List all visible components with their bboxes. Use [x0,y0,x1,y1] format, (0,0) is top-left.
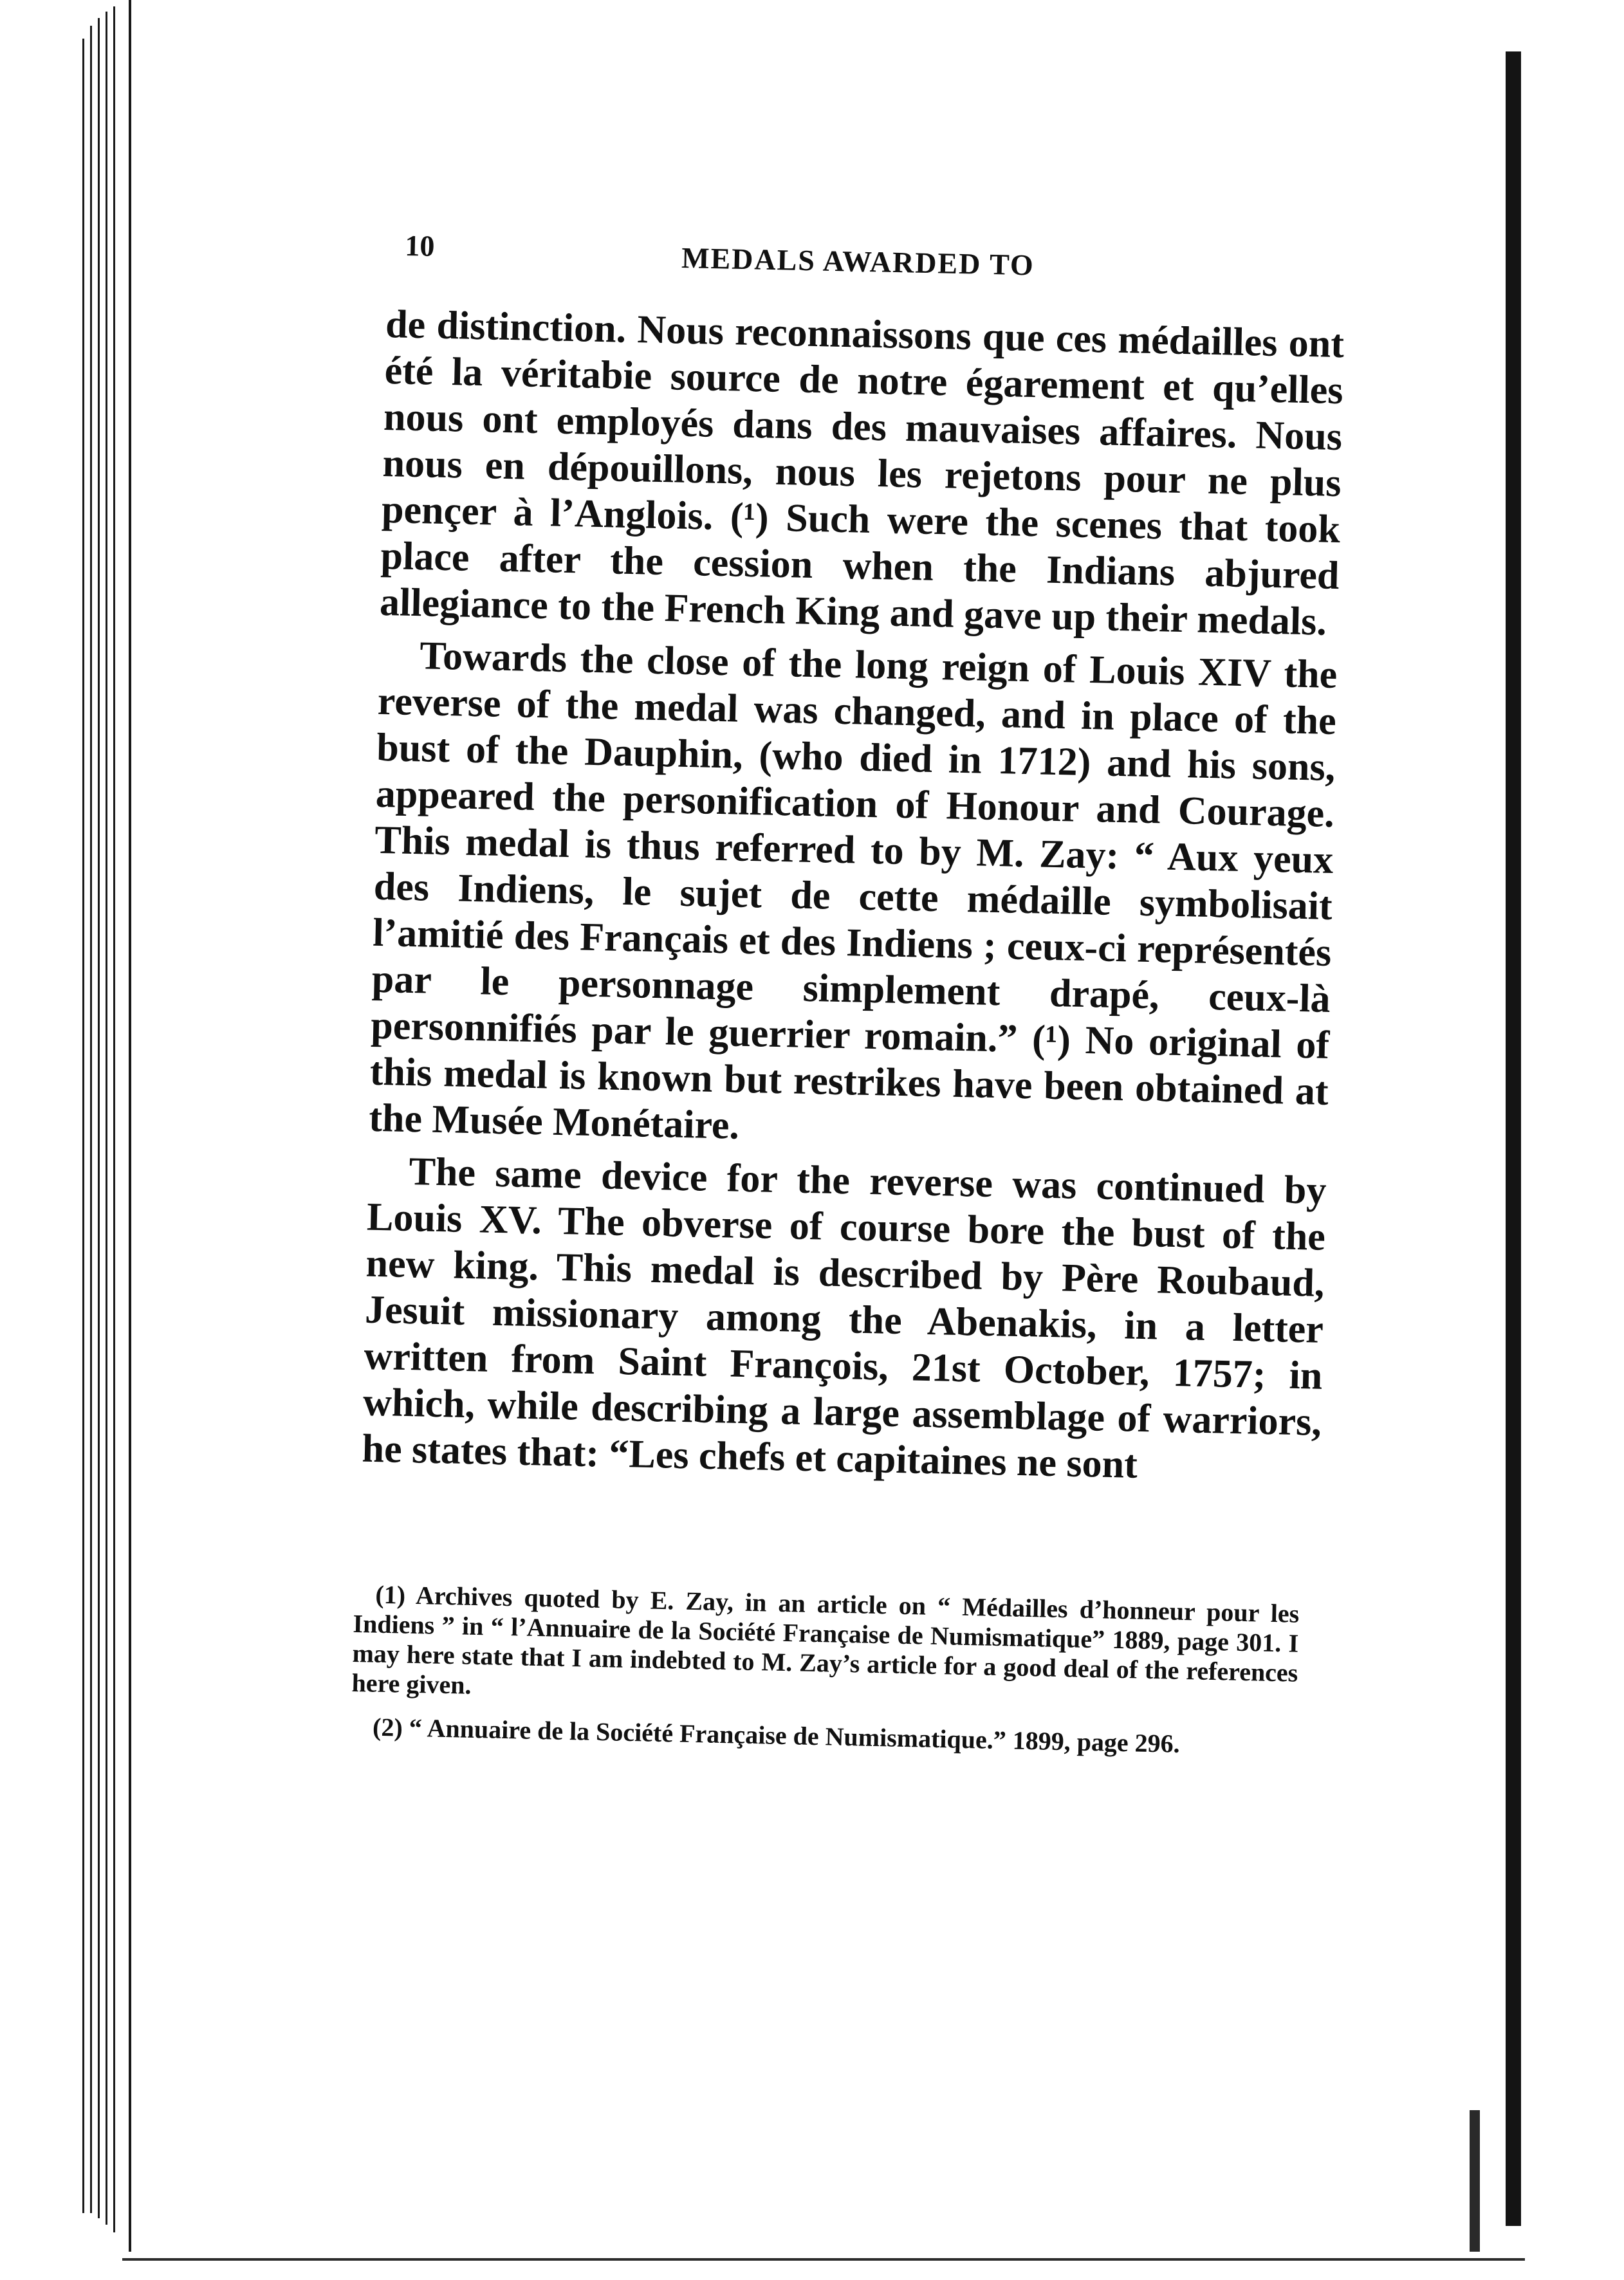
paragraph: Towards the close of the long reign of Louis XIV the reverse of the medal was changed, and in place of the bust of the Dauphin, (who died in 1712) and his sons, appeared the personification of Honour and Courage. This medal is thus referred to by M. Zay: “ Aux yeux des Indiens, le sujet de cette médaille symbolisait l’amitié des Français et des Indiens ; ceux-ci représentés par le personnage simplement drapé, ceux-là personnifiés par le guerrier romain.” (¹) No original of this medal is known but restrikes have been obtained at the Musée Monétaire. [368,634,1338,1148]
page-edge [113,6,115,2232]
page-number: 10 [404,228,435,262]
binding-shadow [1470,2110,1480,2252]
footnote: (2) “ Annuaire de la Société Française de Numismatique.” 1899, page 296. [372,1712,1181,1758]
binding-gutter [1506,51,1521,2226]
footnotes [350,1579,1299,1776]
page-edge [90,26,92,2213]
page-edge [98,18,100,2218]
body-text [362,301,1345,1498]
paragraph: de distinction. Nous reconnaissons que ces médailles ont été la véritabie source de notre égarement et qu’elles nous ont employés dans des mauvaises affaires. Nous nous en dépouillons, nous les rejetons pour ne plus pençer à l’Anglois. (¹) Such were the scenes that took place after the cession when the Indians abjured allegiance to the French King and gave up their medals. [379,302,1345,644]
page-bottom-edge [122,2258,1525,2261]
paragraph: The same device for the reverse was continued by Louis XV. The obverse of course bore the bust of the new king. This medal is described by Père Roubaud, Jesuit missionary among the Abenakis, in a letter written from Saint François, 21st October, 1757; in which, while describing a large assemblage of warriors, he states that: “Les chefs et capitaines ne sont [361,1150,1327,1487]
page-edge [82,39,84,2213]
page-edge [106,12,107,2225]
footnote: (1) Archives quoted by E. Zay, in an article on “ Médailles d’honneur pour les Indiens ” in “ l’Annuaire de la Société Française de Numismatique” 1889, page 301. I may here state that I am indebted to M. Zay’s article for a good deal of the references here given. [351,1579,1300,1700]
running-title: MEDALS AWARDED TO [681,241,1035,282]
page-edge [129,0,131,2252]
